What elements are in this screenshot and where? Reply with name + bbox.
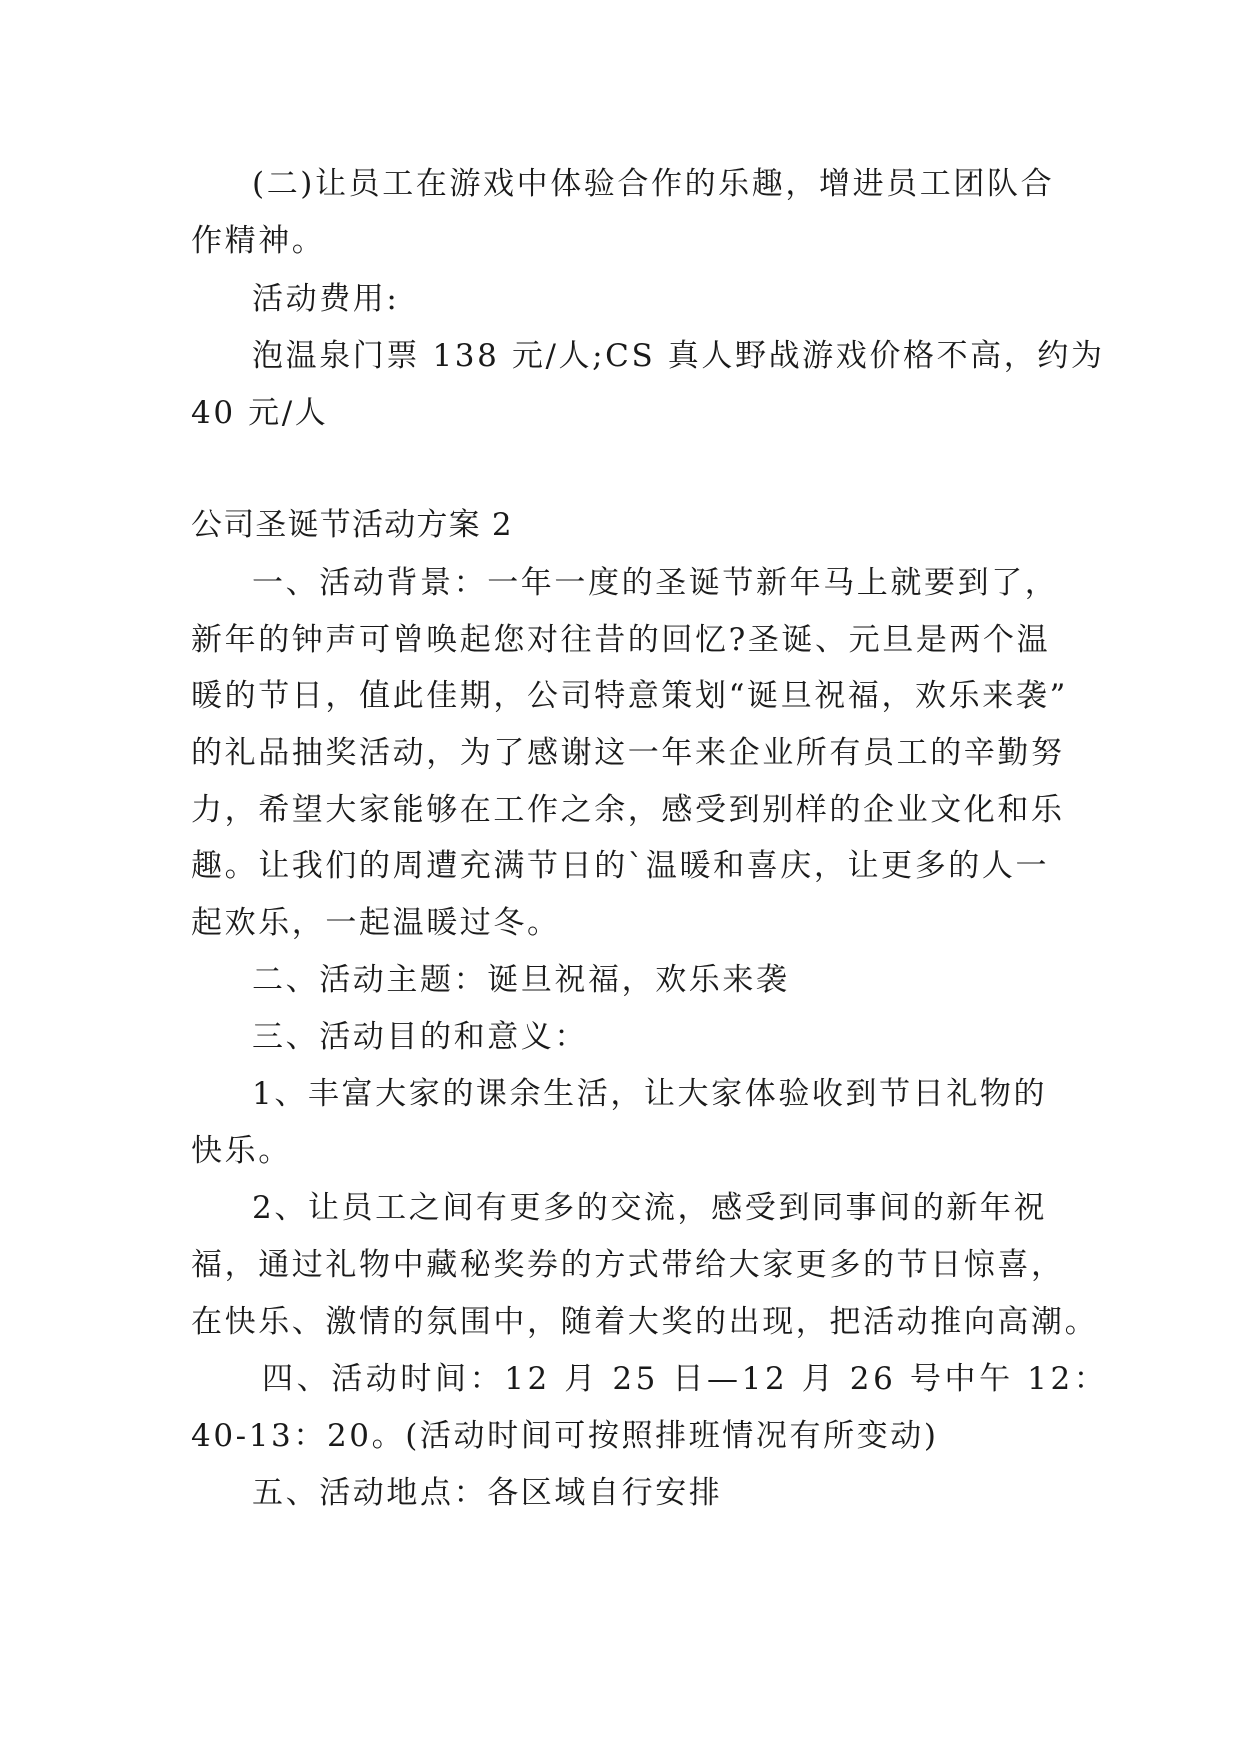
paragraph-line: 暖的节日，值此佳期，公司特意策划“诞旦祝福，欢乐来袭” — [191, 678, 1068, 714]
paragraph-line: 40 元/人 — [191, 395, 329, 431]
paragraph-line: (二)让员工在游戏中体验合作的乐趣，增进员工团队合 — [252, 166, 1055, 202]
paragraph-line: 四、活动时间：12 月 25 日—12 月 26 号中午 12： — [262, 1361, 1109, 1397]
paragraph-line: 五、活动地点：各区域自行安排 — [252, 1475, 723, 1511]
paragraph-line: 新年的钟声可曾唤起您对往昔的回忆?圣诞、元旦是两个温 — [191, 622, 1051, 658]
paragraph-line: 福，通过礼物中藏秘奖券的方式带给大家更多的节日惊喜， — [191, 1247, 1065, 1283]
paragraph-line: 在快乐、激情的氛围中，随着大奖的出现，把活动推向高潮。 — [191, 1304, 1099, 1340]
paragraph-line: 作精神。 — [191, 223, 326, 259]
paragraph-line: 起欢乐，一起温暖过冬。 — [191, 905, 561, 941]
paragraph-line: 三、活动目的和意义： — [252, 1019, 588, 1055]
section-title: 公司圣诞节活动方案 2 — [191, 507, 513, 543]
paragraph-line: 二、活动主题：诞旦祝福，欢乐来袭 — [252, 962, 790, 998]
paragraph-line: 1、丰富大家的课余生活，让大家体验收到节日礼物的 — [252, 1076, 1048, 1112]
paragraph-line: 2、让员工之间有更多的交流，感受到同事间的新年祝 — [252, 1190, 1048, 1226]
paragraph-line: 一、活动背景：一年一度的圣诞节新年马上就要到了， — [252, 565, 1059, 601]
paragraph-line: 40-13：20。(活动时间可按照排班情况有所变动) — [191, 1418, 939, 1454]
paragraph-line: 泡温泉门票 138 元/人;CS 真人野战游戏价格不高，约为 — [252, 338, 1105, 374]
paragraph-line: 力，希望大家能够在工作之余，感受到别样的企业文化和乐 — [191, 792, 1065, 828]
paragraph-line: 趣。让我们的周遭充满节日的`温暖和喜庆，让更多的人一 — [191, 848, 1050, 884]
paragraph-line: 的礼品抽奖活动，为了感谢这一年来企业所有员工的辛勤努 — [191, 735, 1065, 771]
paragraph-line: 活动费用: — [252, 281, 400, 317]
paragraph-line: 快乐。 — [191, 1133, 292, 1169]
